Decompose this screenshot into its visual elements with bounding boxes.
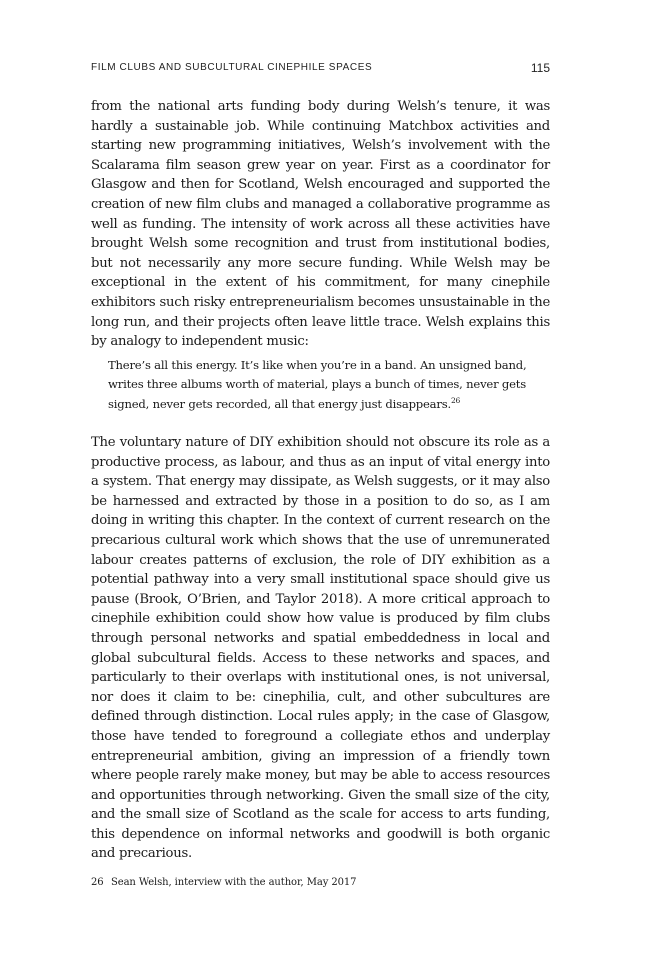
footnote-text: Sean Welsh, interview with the author, May 2017	[111, 877, 357, 888]
footnote-reference[interactable]: 26	[450, 395, 461, 405]
footnote	[91, 876, 550, 890]
running-head: FILM CLUBS AND SUBCULTURAL CINEPHILE SPACES	[91, 62, 373, 73]
page-header	[91, 61, 550, 77]
block-quote	[108, 356, 534, 414]
body-paragraph-1: from the national arts funding body during Welsh’s tenure, it was hardly a sustainable job. While continuing Matchbox activities and starting new programming initiatives, Welsh’s involvement with the Scalarama film season grew year on year. First as a coordinator for Glasgow and then for Scotland, Welsh encouraged and supported the creation of new film clubs and managed a collaborative programme as well as funding. The intensity of work across all these activities have brought Welsh some recognition and trust from institutional bodies, but not necessarily any more secure funding. While Welsh may be exceptional in the extent of his commitment, for many cinephile exhibitors such risky entrepreneurialism becomes unsustainable in the long run, and their projects often leave little trace. Welsh explains this by analogy to independent music:	[91, 99, 550, 350]
footnote-number: 26	[91, 877, 104, 888]
page-number: 115	[530, 61, 550, 75]
body-paragraph-2: The voluntary nature of DIY exhibition should not obscure its role as a productive process, as labour, and thus as an input of vital energy into a system. That energy may dissipate, as Welsh suggests, or it may also be harnessed and extracted by those in a position to do so, as I am doing in writing this chapter. In the context of current research on the precarious cultural work which shows that the use of unremunerated labour creates patterns of exclusion, the role of DIY exhibition as a potential pathway into a very small institutional space should give us pause (Brook, O’Brien, and Taylor 2018). A more critical approach to cinephile exhibition could show how value is produced by film clubs through personal networks and spatial embeddedness in local and global subcultural fields. Access to these networks and spaces, and particularly to their overlaps with institutional ones, is not universal, nor does it claim to be: cinephilia, cult, and other subcultures are defined through distinction. Local rules apply; in the case of Glasgow, those have tended to foreground a collegiate ethos and underplay entrepreneurial ambition, giving an impression of a friendly town where people rarely make money, but may be able to access resources and opportunities through networking. Given the small size of the city, and the small size of Scotland as the scale for access to arts funding, this dependence on informal networks and goodwill is both organic and precarious.	[91, 435, 550, 862]
quote-text: There’s all this energy. It’s like when you’re in a band. An unsigned band, writes three albums worth of material, plays a bunch of times, never gets signed, never gets recorded, all that energy just disappears.	[108, 358, 527, 411]
